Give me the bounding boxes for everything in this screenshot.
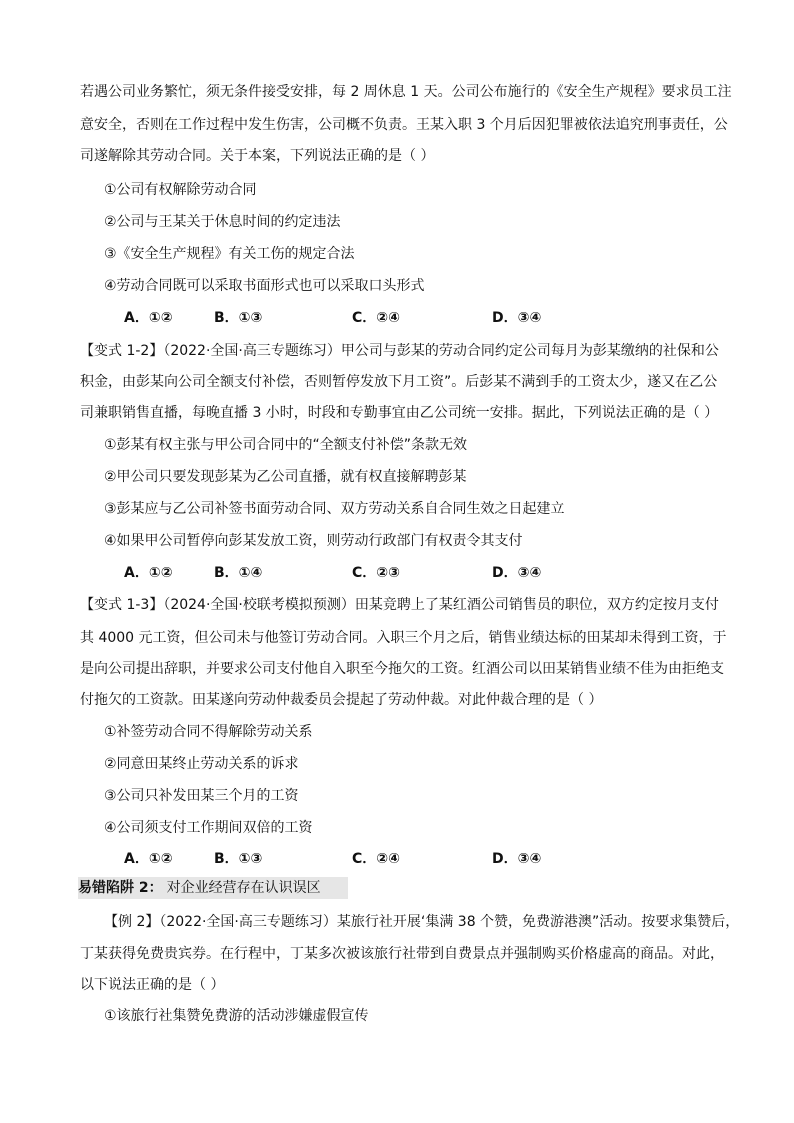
answer-options: [104, 563, 664, 583]
option-c: C．②③: [352, 565, 400, 581]
option-a: A．①②: [124, 565, 173, 581]
option-a: A．①②: [124, 851, 173, 867]
option-b: B．①④: [214, 565, 263, 581]
option-c: C．②④: [352, 851, 400, 867]
statement-item: ③《安全生产规程》有关工伤的规定合法: [104, 246, 355, 262]
answer-options: [104, 308, 664, 328]
question-text-line: 意安全，否则在工作过程中发生伤害，公司概不负责。王某入职 3 个月后因犯罪被依法追究刑事责任，公: [80, 117, 728, 133]
statement-item: ③公司只补发田某三个月的工资: [104, 788, 299, 804]
option-b: B．①③: [214, 851, 263, 867]
statement-item: ①补签劳动合同不得解除劳动关系: [104, 724, 313, 740]
option-d: D．③④: [492, 310, 542, 326]
question-text-line: 以下说法正确的是（ ）: [80, 977, 225, 993]
statement-item: ④劳动合同既可以采取书面形式也可以采取口头形式: [104, 278, 425, 294]
section-heading-label: 易错陷阱 2：: [78, 880, 163, 896]
question-text-line: 付拖欠的工资款。田某遂向劳动仲裁委员会提起了劳动仲裁。对此仲裁合理的是（ ）: [80, 692, 603, 708]
section-heading-text: 对企业经营存在认识误区: [166, 880, 321, 896]
question-text-line: 丁某获得免费贵宾券。在行程中，丁某多次被该旅行社带到自费景点并强制购买价格虚高的商品。对此，: [80, 946, 724, 962]
section-heading: [78, 877, 348, 899]
statement-item: ①彭某有权主张与甲公司合同中的“全额支付补偿”条款无效: [104, 437, 468, 453]
question-text-line: 【变式 1-3】（2024·全国·校联考模拟预测）田某竞聘上了某红酒公司销售员的职位，双方约定按月支付: [80, 597, 719, 613]
option-a: A．①②: [124, 310, 173, 326]
question-text-line: 若遇公司业务繁忙，须无条件接受安排，每 2 周休息 1 天。公司公布施行的《安全生产规程》要求员工注: [80, 84, 732, 100]
question-text-line: 【变式 1-2】（2022·全国·高三专题练习）甲公司与彭某的劳动合同约定公司每月为彭某缴纳的社保和公: [80, 343, 719, 359]
option-d: D．③④: [492, 565, 542, 581]
statement-item: ①该旅行社集赞免费游的活动涉嫌虚假宣传: [104, 1008, 369, 1024]
question-text-line: 积金，由彭某向公司全额支付补偿，否则暂停发放下月工资”。后彭某不满到手的工资太少，遂又在乙公: [80, 374, 718, 390]
question-text-line: 司遂解除其劳动合同。关于本案，下列说法正确的是（ ）: [80, 148, 435, 164]
statement-item: ①公司有权解除劳动合同: [104, 182, 257, 198]
statement-item: ④公司须支付工作期间双倍的工资: [104, 820, 313, 836]
question-text-line: 【例 2】（2022·全国·高三专题练习）某旅行社开展‘集满 38 个赞，免费游港澳”活动。按要求集赞后，: [104, 914, 740, 930]
statement-item: ②同意田某终止劳动关系的诉求: [104, 756, 299, 772]
option-d: D．③④: [492, 851, 542, 867]
option-b: B．①③: [214, 310, 263, 326]
statement-item: ②甲公司只要发现彭某为乙公司直播，就有权直接解聘彭某: [104, 469, 467, 485]
statement-item: ②公司与王某关于休息时间的约定违法: [104, 214, 341, 230]
question-text-line: 是向公司提出辞职，并要求公司支付他自入职至今拖欠的工资。红酒公司以田某销售业绩不佳为由拒绝支: [80, 661, 724, 677]
statement-item: ③彭某应与乙公司补签书面劳动合同、双方劳动关系自合同生效之日起建立: [104, 501, 565, 517]
answer-options: [104, 849, 664, 869]
statement-item: ④如果甲公司暂停向彭某发放工资，则劳动行政部门有权责令其支付: [104, 533, 523, 549]
option-c: C．②④: [352, 310, 400, 326]
question-text-line: 其 4000 元工资，但公司未与他签订劳动合同。入职三个月之后，销售业绩达标的田某却未得到工资，于: [80, 630, 727, 646]
question-text-line: 司兼职销售直播，每晚直播 3 小时，时段和专勤事宜由乙公司统一安排。据此，下列说法正确的是（ ）: [80, 405, 719, 421]
